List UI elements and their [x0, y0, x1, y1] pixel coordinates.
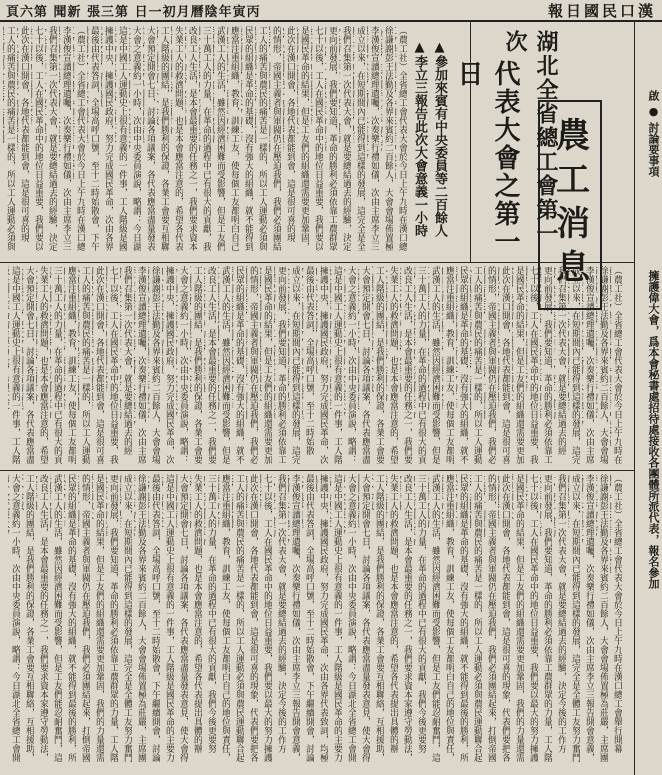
column-low-42: 改良工人生活，是本會最重要的任務之一，我們要求資本家遵守勞動法， — [38, 474, 48, 762]
column-low-19: 大會預定開會七日，討論各項議案，各代表應當盡量發表意見，使大會得 — [360, 474, 370, 762]
column-low-5: 我們召集第一次代表大會，就是要總結過去的經驗，決定今後的工作方 — [556, 474, 566, 753]
section-title: 農工消息 — [549, 117, 590, 293]
column-7: 七十以後，工人在國民革命中的地位日益重要，我們要以 — [313, 26, 323, 251]
column-low-18: 工人階級的團結，是我們勝利的保證，各業工會要互相聯絡，互相援助， — [374, 474, 384, 762]
column-low-25: 我們召集第一次代表大會，就是要總結過去的經驗，決定今後的工作方 — [276, 474, 286, 753]
column-mid-33: 擁護中央，擁護國民政府，努力完成國民革命，次 — [164, 266, 174, 464]
column-mid-14: 武漢工人的生活，雖然因經濟困難而受影響，但是 — [430, 266, 440, 464]
horizontal-rule-2 — [0, 470, 634, 471]
column-low-2: 徐謙謝彭王法勤及各界來賓約二百餘人，大會會場佈置極為莊嚴，主席團 — [598, 474, 608, 762]
column-mid-34: 徐謙謝彭王法勤及各界來賓約二百餘人，大會會場 — [150, 266, 160, 464]
column-mid-6: 更向前發展，我們要知道，革命的勝利必須依靠工 — [542, 266, 552, 464]
column-mid-39: 工人的痛苦與農民的痛苦是一樣的，所以工人運動 — [80, 266, 90, 464]
column-low-17: 失業工人的救濟問題，也是本會應當注意的，希望各代表提出具體的辦 — [388, 474, 398, 753]
column-mid-3: 李漢俊宣讀總理遺囑，次奏樂行禮如儀，次由主席 — [584, 266, 594, 464]
column-mid-8: 是國民革命的結果，但是工友們的組織還需要更加 — [514, 266, 524, 464]
column-low-37: 更向前發展，我們要知道，革命的勝利必須依靠工農群眾的力量，工人階 — [108, 474, 118, 762]
column-low-34: 最後由代表答詞，全場高呼口號，至十二時始散會，下午繼續開會，討論 — [150, 474, 160, 762]
column-20: 大會之意義約一小時，次由中央委員演說，略謂：今日湖 — [131, 26, 141, 251]
column-24: （農工社）全省總工會代表大會於今日上午九時在漢口總 — [75, 26, 85, 251]
column-low-11: 工人的痛苦與農民的痛苦是一樣的，所以工人運動必須與農民運動聯合起 — [472, 474, 482, 762]
column-15: 三十萬工人的力量，在革命的過程中已有很大的貢獻，我 — [201, 26, 211, 251]
column-mid-26: 是國民革命的結果，但是工友們的組織還需要更加 — [262, 266, 272, 464]
column-mid-20: 大會之意義約一小時，次由中央委員演說，略謂： — [346, 266, 356, 464]
column-mid-40: 應當注重組織，教育，訓練工友，使每個工友都明 — [66, 266, 76, 464]
headline-1: 湖北全省總工會第一次 — [502, 30, 559, 246]
column-low-28: 工人的痛苦與農民的痛苦是一樣的，所以工人運動必須與農民運動聯合起 — [234, 474, 244, 762]
column-mid-7: 七十以後，工人在國民革命中的地位日益重要，我 — [528, 266, 538, 464]
column-26: 我們召集第一次代表大會，就是要總結過去的經驗，決定 — [47, 26, 57, 251]
column-low-35: 徐謙謝彭王法勤及各界來賓約二百餘人，大會會場佈置極為莊嚴，主席團 — [136, 474, 146, 762]
column-low-22: 擁護中央，擁護國民政府，努力完成國民革命，次由各界代表致詞，均極 — [318, 474, 328, 762]
column-low-29: 應當注重組織，教育，訓練工友，使每個工友都明白自己的地位與責任， — [220, 474, 230, 762]
column-10: 的情形，帝國主義者與軍閥仍在壓迫我們，我們必須團結 — [271, 26, 281, 251]
sidebar-lower-notice: 擁護偉大會，爲本會秘書處招待處接收各團體所派代表，報名參加 — [647, 270, 660, 589]
column-mid-25: 更向前發展，我們要知道，革命的勝利必須依靠工 — [276, 266, 286, 464]
column-27: 七十以後，工人在國民革命中的地位日益重要，我們要以 — [33, 26, 43, 251]
column-low-43: 工人階級的團結，是我們勝利的保證，各業工會要互相聯絡，互相援助， — [24, 474, 34, 762]
column-mid-4: 成立以來，在短期間內已能得到這樣的發展，這完 — [570, 266, 580, 464]
subhead-1: ▲參加來賓有中央委員等二百餘人 — [432, 40, 447, 237]
column-low-41: 武漢工人的生活，雖然因經濟困難而受影響，但是工友們能忍耐奮鬥，這 — [52, 474, 62, 762]
column-22: 擁護中央，擁護國民政府，努力完成國民革命，次由各界 — [103, 26, 113, 251]
column-14: 武漢工人的生活，雖然因經濟困難而受影響，但是工友們 — [215, 26, 225, 251]
column-12: 民眾的組織是革命的基礎，沒有強大的組織，就不能得到 — [243, 26, 253, 251]
column-mid-2: 徐謙謝彭王法勤及各界來賓約二百餘人，大會會場 — [598, 266, 608, 464]
column-mid-35: 李漢俊宣讀總理遺囑，次奏樂行禮如儀，次由主席 — [136, 266, 146, 464]
column-23: 最後由代表答詞，全場高呼口號，至十二時始散會，下午 — [89, 26, 99, 251]
column-mid-10: 的情形，帝國主義者與軍閥仍在壓迫我們，我們必 — [486, 266, 496, 464]
column-low-9: 此次在漢口開會，各地代表都能到會，這是很可喜的現象，代表們要把各 — [500, 474, 510, 762]
column-mid-28: 民眾的組織是革命的基礎，沒有強大的組織，就不 — [234, 266, 244, 464]
column-mid-37: 七十以後，工人在國民革命中的地位日益重要，我 — [108, 266, 118, 464]
column-low-26: 七十以後，工人在國民革命中的地位日益重要，我們要以最大的努力擁護 — [262, 474, 272, 762]
column-3: 李漢俊宣讀總理遺囑，次奏樂行禮如儀，次由主席李立三 — [369, 26, 379, 251]
column-mid-24: 成立以來，在短期間內已能得到這樣的發展，這完 — [290, 266, 300, 464]
column-low-32: 大會預定開會七日，討論各項議案，各代表應當盡量發表意見，使大會得 — [178, 474, 188, 762]
column-mid-1: （農工社）全省總工會代表大會於今日上午九時在 — [612, 266, 622, 464]
column-21: 這是中國工人運動史上很有意義的一件事，工人階級是國 — [117, 26, 127, 251]
column-mid-5: 我們召集第一次代表大會，就是要總結過去的經 — [556, 266, 566, 455]
column-mid-43: 大會預定開會七日，討論各項議案，各代表應當盡 — [24, 266, 34, 464]
column-mid-32: 大會之意義約一小時，次由中央委員演說，略謂： — [178, 266, 188, 464]
column-low-36: 成立以來，在短期間內已能得到這樣的發展，這完全是全體工友努力奮鬥 — [122, 474, 132, 762]
column-mid-31: 工人階級的團結，是我們勝利的保證，各業工會要 — [192, 266, 202, 464]
column-low-6: 更向前發展，我們要知道，革命的勝利必須依靠工農群眾的力量，工人階 — [542, 474, 552, 762]
column-16: 改良工人生活，是本會最重要的任務之一，我們要求資本 — [187, 26, 197, 251]
column-mid-18: 工人階級的團結，是我們勝利的保證，各業工會要 — [374, 266, 384, 464]
column-4: 成立以來，在短期間內已能得到這樣的發展，這完全是全 — [355, 26, 365, 251]
column-mid-41: 三十萬工人的力量，在革命的過程中已有很大的貢 — [52, 266, 62, 464]
column-mid-38: 此次在漢口開會，各地代表都能到會，這是很可喜 — [94, 266, 104, 464]
column-mid-16: 改良工人生活，是本會最重要的任務之一，我們要 — [402, 266, 412, 464]
column-low-1: （農工社）全省總工會代表大會於今日上午九時在漢口總工會舉行開幕 — [612, 474, 622, 753]
column-mid-19: 大會預定開會七日，討論各項議案，各代表應當盡 — [360, 266, 370, 464]
column-28: 此次在漢口開會，各地代表都能到會，這是很可喜的現 — [19, 26, 29, 242]
column-29: 工人的痛苦與農民的痛苦是一樣的，所以工人運動必須與 — [5, 26, 15, 251]
column-low-16: 改良工人生活，是本會最重要的任務之一，我們要求資本家遵守勞動法， — [402, 474, 412, 762]
column-5: 我們召集第一次代表大會，就是要總結過去的經驗，決定 — [341, 26, 351, 251]
column-low-10: 的情形，帝國主義者與軍閥仍在壓迫我們，我們必須團結起來，打倒帝國 — [486, 474, 496, 762]
masthead-paper-name: 報日國民口漢 — [547, 1, 656, 20]
column-low-20: 大會之意義約一小時，次由中央委員演說，略謂：今日湖北全省總工會開 — [346, 474, 356, 762]
column-11: 工人的痛苦與農民的痛苦是一樣的，所以工人運動必須與 — [257, 26, 267, 251]
column-8: 是國民革命的結果，但是工友們的組織還需要更加鞏固， — [299, 26, 309, 251]
subhead-2: ▲李立三報告此次大會意義一小時 — [412, 40, 427, 237]
column-low-44: 大會之意義約一小時，次由中央委員演說，略謂：今日湖北全省總工會開 — [10, 474, 20, 762]
column-low-14: 武漢工人的生活，雖然因經濟困難而受影響，但是工友們能忍耐奮鬥，這 — [430, 474, 440, 762]
sidebar-rule — [634, 22, 635, 775]
column-low-39: 的情形，帝國主義者與軍閥仍在壓迫我們，我們必須團結起來，打倒帝國 — [80, 474, 90, 762]
column-18: 工人階級的團結，是我們勝利的保證，各業工會要互相聯 — [159, 26, 169, 251]
column-mid-11: 工人的痛苦與農民的痛苦是一樣的，所以工人運動 — [472, 266, 482, 464]
column-mid-44: 這是中國工人運動史上很有意義的一件事，工人階 — [10, 266, 20, 464]
column-low-8: 是國民革命的結果，但是工友們的組織還需要更加鞏固，我們的力量還需 — [514, 474, 524, 762]
column-mid-13: 應當注重組織，教育，訓練工友，使每個工友都明 — [444, 266, 454, 464]
column-low-33: 這是中國工人運動史上很有意義的一件事，工人階級是國民革命的主要力 — [164, 474, 174, 762]
column-13: 應當注重組織，教育，訓練工友，使每個工友都明白自己 — [229, 26, 239, 251]
column-mid-17: 失業工人的救濟問題，也是本會應當注意的，希望 — [388, 266, 398, 464]
column-mid-27: 的情形，帝國主義者與軍閥仍在壓迫我們，我們必 — [248, 266, 258, 464]
sidebar-notice: 啟 ● 討論要事項 — [647, 90, 660, 177]
column-low-31: 失業工人的救濟問題，也是本會應當注意的，希望各代表提出具體的辦 — [192, 474, 202, 753]
column-1: （農工社）全省總工會代表大會於今日上午九時在漢口總 — [397, 26, 407, 251]
column-low-13: 應當注重組織，教育，訓練工友，使每個工友都明白自己的地位與責任， — [444, 474, 454, 762]
column-low-3: 李漢俊宣讀總理遺囑，次奏樂行禮如儀，次由主席李立三報告開會意義， — [584, 474, 594, 762]
column-low-15: 三十萬工人的力量，在革命的過程中已有很大的貢獻，我們今後更要努 — [416, 474, 426, 753]
column-6: 更向前發展，我們要知道，革命的勝利必須依靠工農群眾 — [327, 26, 337, 251]
column-low-30: 三十萬工人的力量，在革命的過程中已有很大的貢獻，我們今後更要努 — [206, 474, 216, 753]
column-2: 徐謙謝彭王法勤及各界來賓約二百餘人，大會會場佈置極 — [383, 26, 393, 251]
column-low-23: 最後由代表答詞，全場高呼口號，至十二時始散會，下午繼續開會，討論 — [304, 474, 314, 762]
column-mid-12: 民眾的組織是革命的基礎，沒有強大的組織，就不 — [458, 266, 468, 464]
column-mid-36: 我們召集第一次代表大會，就是要總結過去的經 — [122, 266, 132, 455]
column-25: 李漢俊宣讀總理遺囑，次奏樂行禮如儀，次由主席李立三 — [61, 26, 71, 251]
column-low-4: 成立以來，在短期間內已能得到這樣的發展，這完全是全體工友努力奮鬥 — [570, 474, 580, 762]
column-mid-15: 三十萬工人的力量，在革命的過程中已有很大的貢 — [416, 266, 426, 464]
column-low-21: 這是中國工人運動史上很有意義的一件事，工人階級是國民革命的主要力 — [332, 474, 342, 762]
column-17: 失業工人的救濟問題，也是本會應當注意的，希望各代表 — [173, 26, 183, 251]
column-low-40: 民眾的組織是革命的基礎，沒有強大的組織，就不能得到最後的勝利，所 — [66, 474, 76, 762]
column-mid-23: 最後由代表答詞，全場高呼口號，至十二時始散 — [304, 266, 314, 455]
column-mid-30: 改良工人生活，是本會最重要的任務之一，我們要 — [206, 266, 216, 464]
masthead — [0, 0, 662, 22]
column-mid-9: 此次在漢口開會，各地代表都能到會，這是很可喜 — [500, 266, 510, 464]
column-mid-21: 這是中國工人運動史上很有意義的一件事，工人階 — [332, 266, 342, 464]
column-low-24: 李漢俊宣讀總理遺囑，次奏樂行禮如儀，次由主席李立三報告開會意義， — [290, 474, 300, 762]
column-low-7: 七十以後，工人在國民革命中的地位日益重要，我們要以最大的努力擁護 — [528, 474, 538, 762]
column-low-12: 民眾的組織是革命的基礎，沒有強大的組織，就不能得到最後的勝利，所 — [458, 474, 468, 762]
headline-2: 代表大會之第一日 — [453, 60, 520, 256]
column-mid-29: 武漢工人的生活，雖然因經濟困難而受影響，但是 — [220, 266, 230, 464]
masthead-date-line: 頁六第 聞新 張三第 日一初月曆陰年寅丙 — [6, 4, 261, 20]
column-low-38: 是國民革命的結果，但是工友們的組織還需要更加鞏固，我們的力量還需 — [94, 474, 104, 762]
column-low-27: 此次在漢口開會，各地代表都能到會，這是很可喜的現象，代表們要把各 — [248, 474, 258, 762]
column-mid-42: 失業工人的救濟問題，也是本會應當注意的，希望 — [38, 266, 48, 464]
column-9: 此次在漢口開會，各地代表都能到會，這是很可喜的現 — [285, 26, 295, 242]
column-19: 大會預定開會七日，討論各項議案，各代表應當盡量發表 — [145, 26, 155, 251]
column-mid-22: 擁護中央，擁護國民政府，努力完成國民革命，次 — [318, 266, 328, 464]
